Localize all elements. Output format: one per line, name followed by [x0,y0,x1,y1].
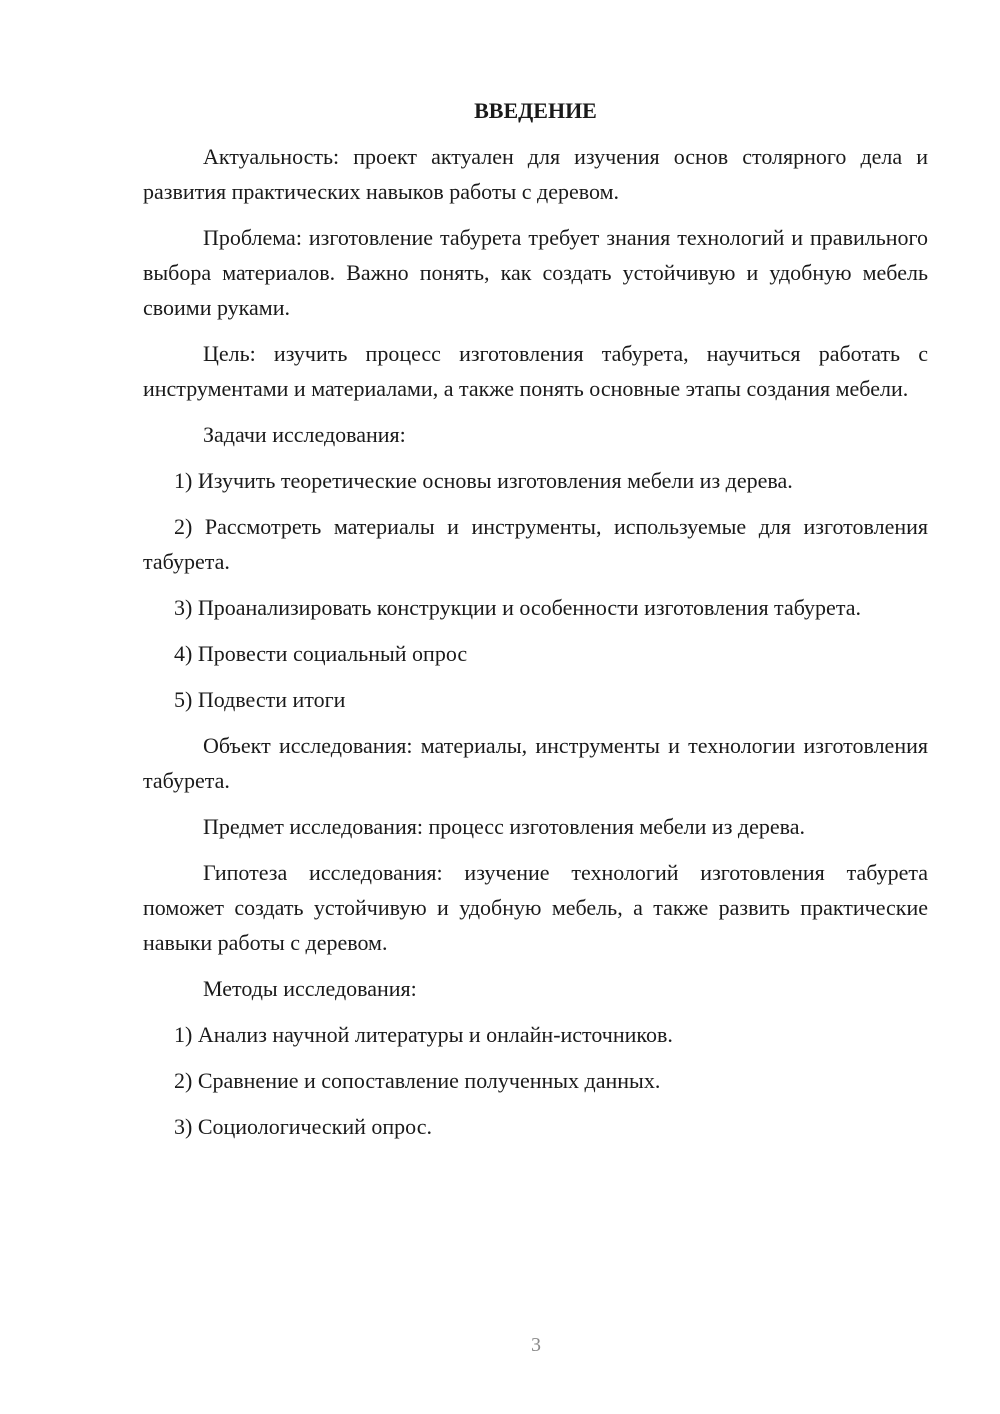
section-title: ВВЕДЕНИЕ [474,98,597,123]
task-item-2: 2) Рассмотреть материалы и инструменты, используемые для изготовления табурета. [143,514,928,574]
problem-paragraph: Проблема: изготовление табурета требует знания технологий и правильного выбора материалов. Важно понять, как создать устойчивую и удобную мебель своими руками. [143,225,928,320]
task-item-4: 4) Провести социальный опрос [174,641,468,666]
goal-paragraph: Цель: изучить процесс изготовления табурета, научиться работать с инструментами и материалами, а также понять основные этапы создания мебели. [143,341,928,401]
method-item-2: 2) Сравнение и сопоставление полученных данных. [174,1068,661,1093]
task-item-3: 3) Проанализировать конструкции и особенности изготовления табурета. [174,595,861,620]
methods-heading: Методы исследования: [203,976,417,1001]
method-item-1: 1) Анализ научной литературы и онлайн-источников. [174,1022,673,1047]
hypothesis-paragraph: Гипотеза исследования: изучение технологий изготовления табурета поможет создать устойчивую и удобную мебель, а также развить практические навыки работы с деревом. [143,860,928,955]
method-item-3: 3) Социологический опрос. [174,1114,432,1139]
document-body [143,93,928,1155]
object-paragraph: Объект исследования: материалы, инструменты и технологии изготовления табурета. [143,733,928,793]
subject-paragraph: Предмет исследования: процесс изготовления мебели из дерева. [203,814,805,839]
task-item-5: 5) Подвести итоги [174,687,346,712]
page-number: 3 [531,1334,541,1356]
tasks-heading: Задачи исследования: [203,422,406,447]
task-item-1: 1) Изучить теоретические основы изготовления мебели из дерева. [174,468,793,493]
relevance-paragraph: Актуальность: проект актуален для изучения основ столярного дела и развития практических навыков работы с деревом. [143,144,928,204]
